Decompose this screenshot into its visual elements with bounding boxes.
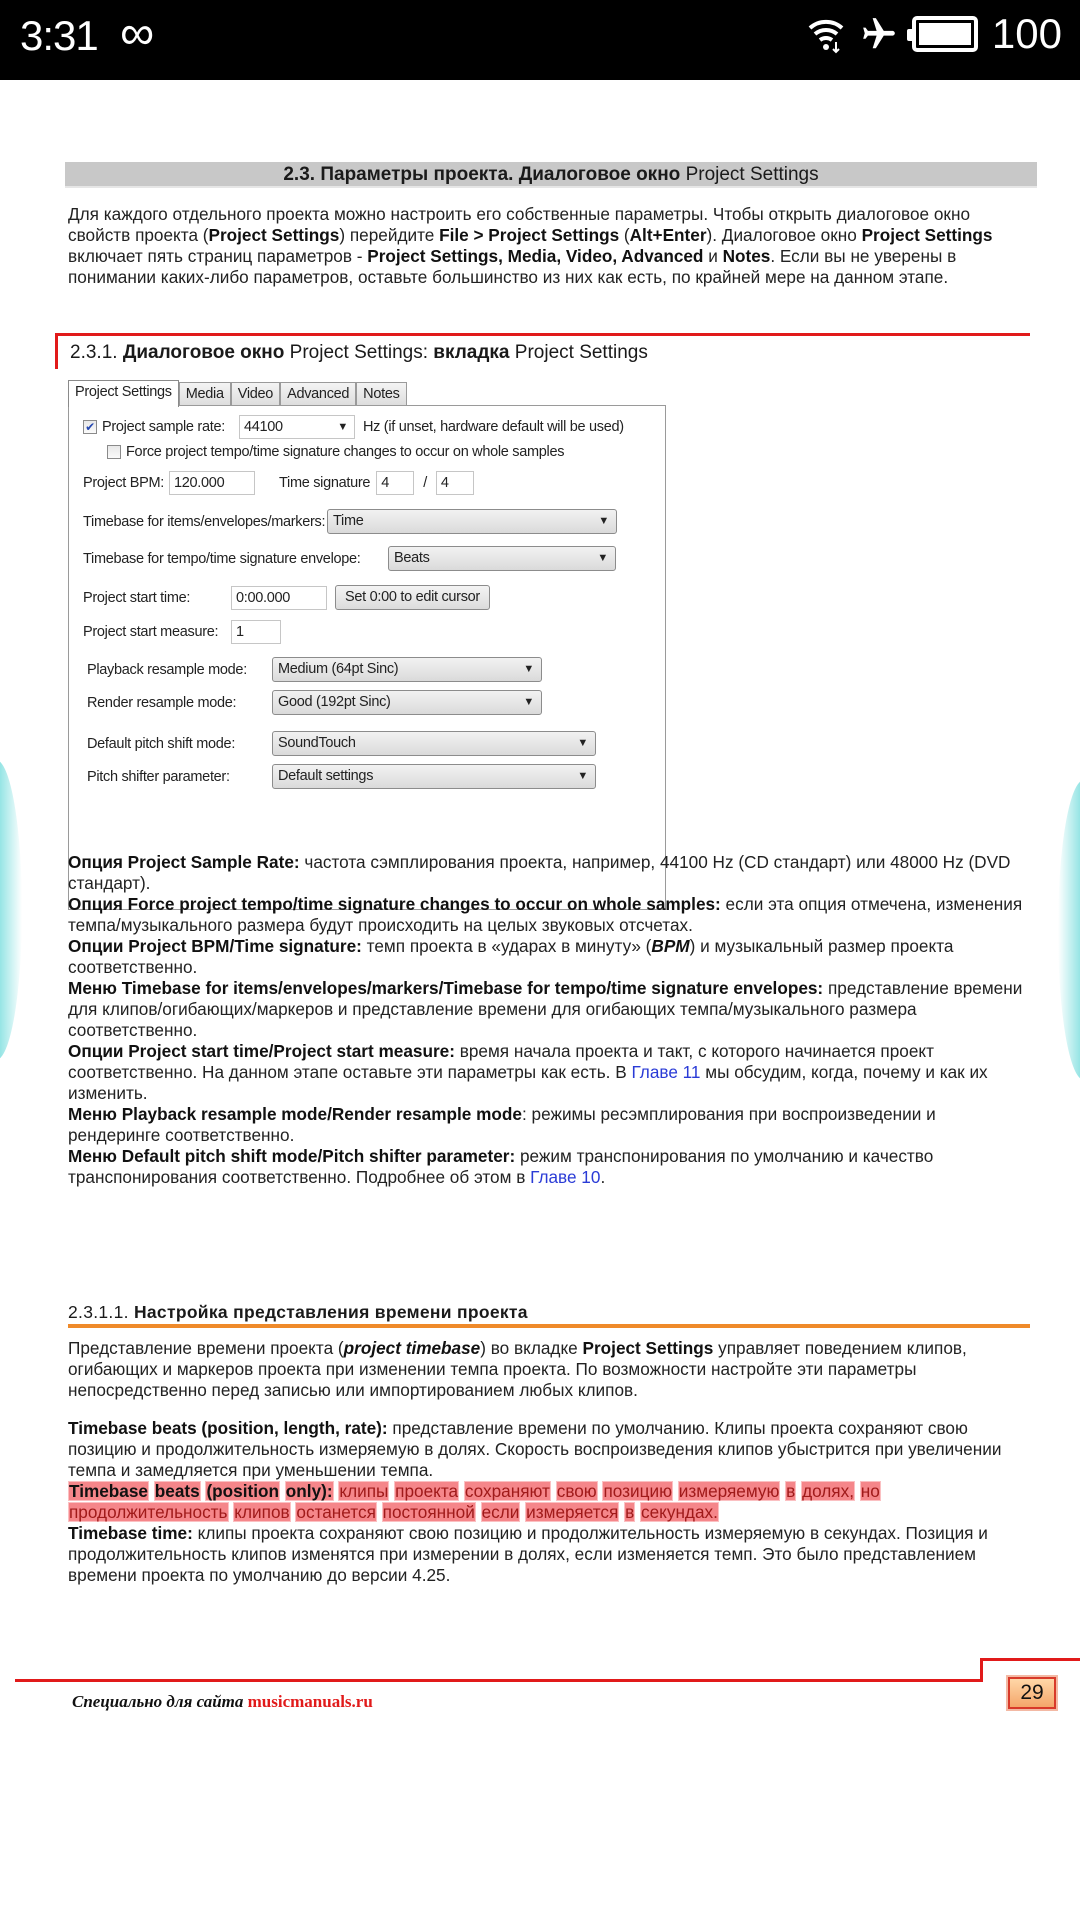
page-number: 29	[1008, 1677, 1056, 1709]
force-samples-checkbox	[107, 445, 121, 459]
tab-project-settings: Project Settings	[68, 380, 179, 407]
time-sig-num-field: 4	[376, 471, 414, 495]
playback-resample-select: Medium (64pt Sinc) ▼	[272, 657, 542, 682]
option-bpm: Опции Project BPM/Time signature: темп проекта в «ударах в минуту» (BPM) и музыкальный размер проекта соответственно.	[68, 936, 954, 977]
footer-rule-top	[980, 1658, 1080, 1661]
option-timebase: Меню Timebase for items/envelopes/markers/Timebase for tempo/time signature envelopes: представление времени для клипов/огибающих/маркеров и представление времени для огибающих темпа/музыкального размера соответственно.	[68, 978, 1023, 1040]
section-heading: 2.3. Параметры проекта. Диалоговое окно Project Settings	[65, 162, 1037, 188]
footer-rule-step	[980, 1658, 983, 1682]
battery-icon	[912, 16, 978, 52]
chapter-11-link[interactable]: Главе 11	[631, 1062, 701, 1082]
intro-paragraph: Для каждого отдельного проекта можно настроить его собственные параметры. Чтобы открыть диалоговое окно свойств проекта (Project Settings) перейдите File > Project Settings (Alt+Enter). Диалоговое окно Project Settings включает пять страниц параметров - Project Settings, Media, Video, Advanced и Notes. Если вы не уверены в понимании каких-либо параметров, оставьте большинство из них как есть, по крайней мере на данном этапе.	[68, 204, 993, 287]
option-resample: Меню Playback resample mode/Render resample mode: режимы ресэмплирования при воспроизведении и рендеринге соответственно.	[68, 1104, 936, 1145]
timebase-tempo-select: Beats ▼	[388, 546, 616, 571]
start-time-field: 0:00.000	[231, 586, 327, 610]
status-time: 3:31	[20, 12, 98, 59]
status-bar	[0, 0, 1080, 80]
dialog-tabs	[68, 380, 407, 406]
sample-rate-field: 44100 ▼	[239, 415, 355, 439]
options-description	[68, 852, 1028, 1188]
chevron-down-icon: ▼	[523, 663, 534, 675]
option-sample-rate: Опция Project Sample Rate: частота сэмплирования проекта, например, 44100 Hz (CD стандарт) или 48000 Hz (DVD стандарт).	[68, 852, 1011, 893]
chapter-10-link[interactable]: Главе 10	[530, 1167, 601, 1187]
timebase-time-item: Timebase time: клипы проекта сохраняют свою позицию и продолжительность измеряемую в секундах. Позиция и продолжительность клипов изменятся при измерении в долях, если изменяется темп. Это было представлением времени проекта по умолчанию до версии 4.25.	[68, 1523, 988, 1585]
bpm-field: 120.000	[169, 471, 255, 495]
option-start-time: Опции Project start time/Project start measure: время начала проекта и такт, с которого начинается проект соответственно. На данном этапе оставьте эти параметры как есть. В Главе 11 мы обсудим, когда, почему и как их изменить.	[68, 1041, 988, 1103]
sample-rate-checkbox: ✔	[83, 420, 97, 434]
footer-rule	[15, 1679, 983, 1682]
airplane-icon	[860, 15, 898, 53]
pitch-param-select: Default settings ▼	[272, 764, 596, 789]
option-pitch-shift: Меню Default pitch shift mode/Pitch shifter parameter: режим транспонирования по умолчанию и качество транспонирования соответственно. Подробнее об этом в Главе 10.	[68, 1146, 934, 1187]
timebase-items-select: Time ▼	[327, 509, 617, 534]
start-measure-field: 1	[231, 620, 281, 644]
project-settings-dialog-image	[68, 380, 666, 910]
option-force-tempo: Опция Force project tempo/time signature changes to occur on whole samples: если эта опция отмечена, изменения темпа/музыкального размера будут происходить на целых звуковых отсчетах.	[68, 894, 1023, 935]
chevron-down-icon: ▼	[577, 770, 588, 782]
subsection-heading: 2.3.1. Диалоговое окно Project Settings: вкладка Project Settings	[55, 333, 1030, 369]
status-icons	[806, 10, 1062, 58]
chevron-down-icon: ▼	[523, 696, 534, 708]
document-page	[0, 80, 1080, 1920]
timebase-beats-position-item-highlighted[interactable]: Timebase beats (position only): клипы проекта сохраняют свою позицию измеряемую в долях, но продолжительность клипов останется постоянной если измеряется в секундах.	[69, 1481, 880, 1522]
tab-notes: Notes	[356, 382, 406, 406]
site-name: musicmanuals.ru	[247, 1692, 373, 1711]
footer-credit: Специально для сайта musicmanuals.ru	[72, 1692, 373, 1711]
time-sig-den-field: 4	[436, 471, 474, 495]
tab-advanced: Advanced	[280, 382, 356, 406]
subsubsection-heading: 2.3.1.1. Настройка представления времени проекта	[68, 1302, 1030, 1328]
pitch-shift-select: SoundTouch ▼	[272, 731, 596, 756]
dialog-panel: ✔ Project sample rate: 44100 ▼ Hz (if unset, hardware default will be used) Force project tempo/time signature changes to occur on whole samples Project BPM: 120.000 Time signature 4 / 4 Timebase for items/envelopes/markers: Time ▼ Timebase for tempo/time signature envelope: Beats ▼ Project start time: 0:00.000 Set 0:00 to edit cursor Project start measure: 1 Playback resample mode: Medium (64pt Sinc) ▼ Render resample mode: Good (192pt Sinc) ▼ Default pitch shift mode: SoundTouch ▼ Pitch shifter parameter: Default settings ▼	[68, 405, 666, 910]
timebase-beats-item: Timebase beats (position, length, rate): представление времени по умолчанию. Клипы проекта сохраняют свою позицию и продолжительность измеряемую в долях. Скорость воспроизведения клипов убыстрится при увеличении темпа и замедляется при уменьшении темпа.	[68, 1418, 1002, 1480]
tab-media: Media	[179, 382, 231, 406]
battery-level: 100	[991, 10, 1062, 57]
set-to-edit-cursor-button: Set 0:00 to edit cursor	[335, 585, 490, 610]
timebase-intro-paragraph: Представление времени проекта (project timebase) во вкладке Project Settings управляет поведением клипов, огибающих и маркеров проекта при изменении темпа проекта. По возможности настройте эти параметры непосредственно перед записью или импортированием любых клипов.	[68, 1338, 967, 1400]
render-resample-select: Good (192pt Sinc) ▼	[272, 690, 542, 715]
chevron-down-icon: ▼	[597, 552, 608, 564]
timebase-definitions	[68, 1418, 1028, 1586]
chevron-down-icon: ▼	[577, 737, 588, 749]
infinity-icon: ∞	[120, 7, 155, 60]
wifi-icon	[806, 14, 846, 54]
chevron-down-icon: ▼	[598, 515, 609, 527]
chevron-down-icon: ▼	[337, 421, 348, 433]
tab-video: Video	[231, 382, 280, 406]
